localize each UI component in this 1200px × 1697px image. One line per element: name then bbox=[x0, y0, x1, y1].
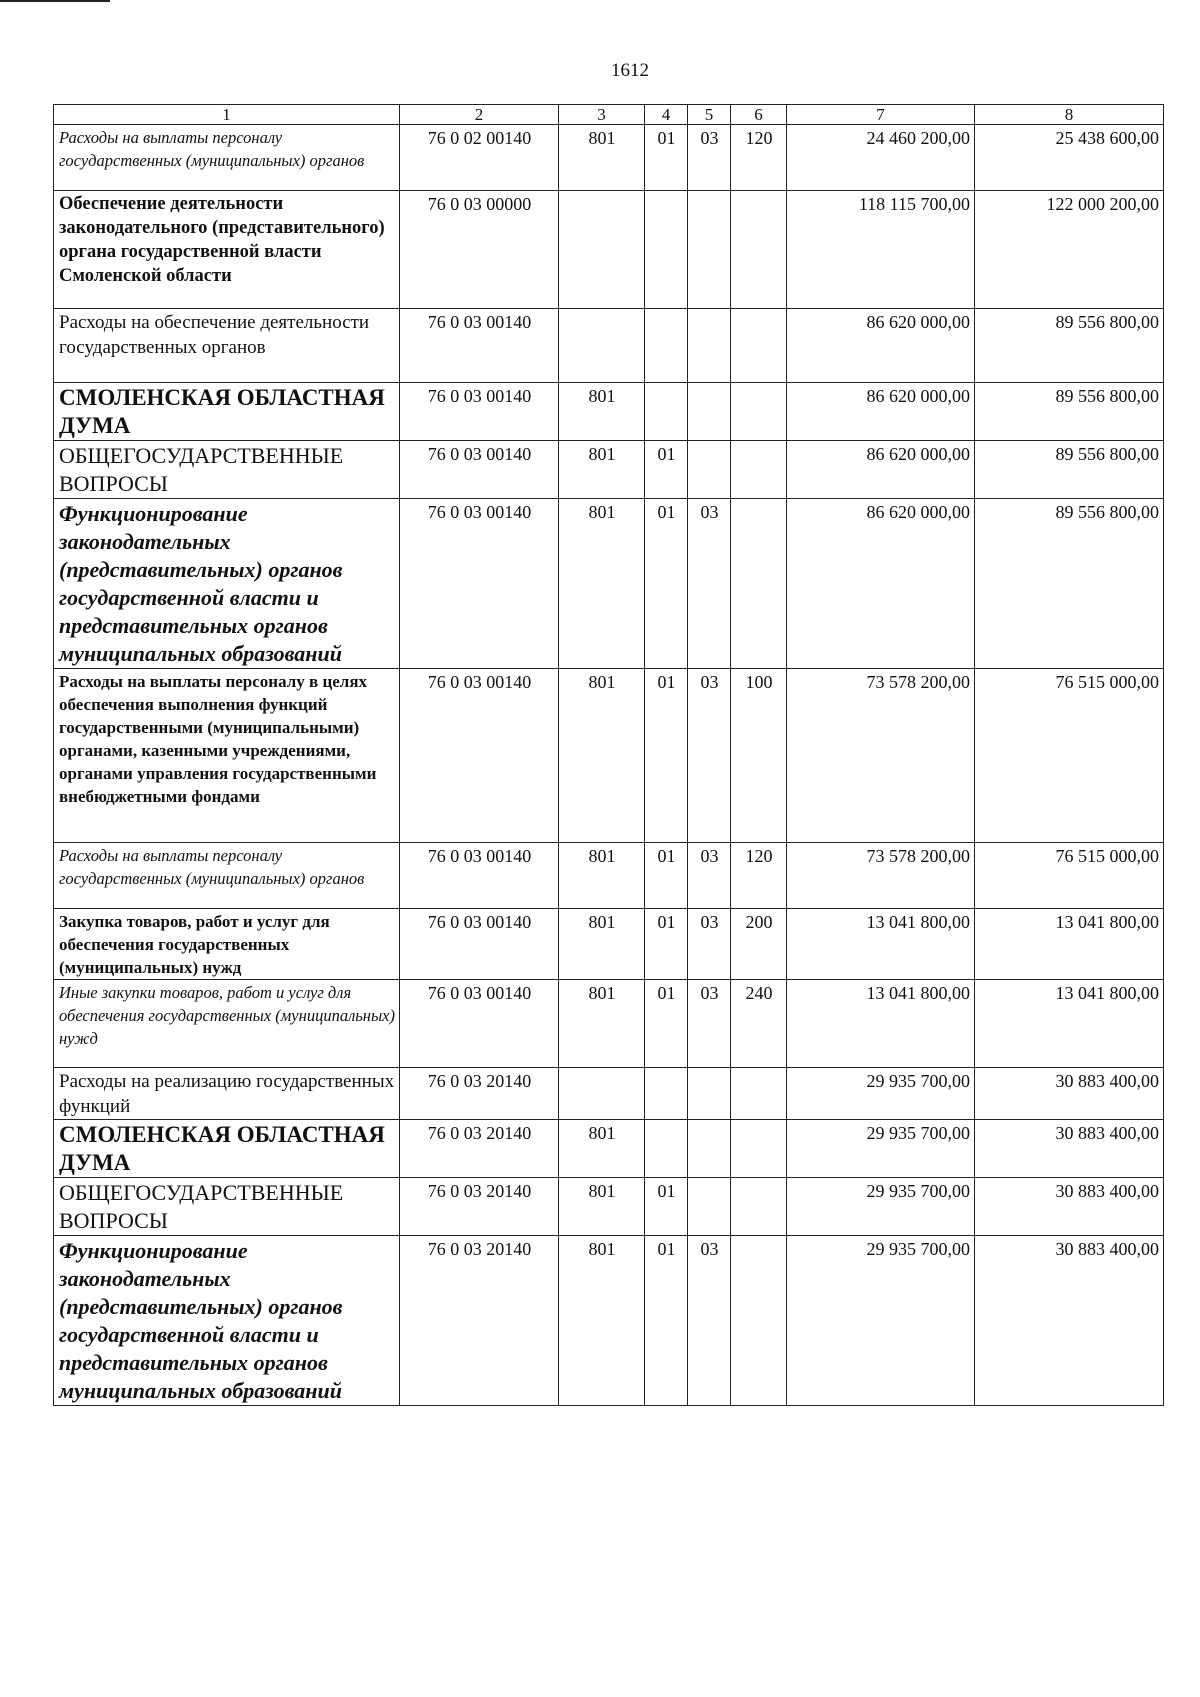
amount-year-2: 13 041 800,00 bbox=[975, 980, 1164, 1068]
column-number: 4 bbox=[645, 105, 688, 125]
row-name-cell: СМОЛЕНСКАЯ ОБЛАСТНАЯ ДУМА bbox=[54, 1120, 400, 1178]
table-row bbox=[54, 441, 1164, 499]
amount-year-2: 30 883 400,00 bbox=[975, 1068, 1164, 1120]
target-article-code: 76 0 03 00140 bbox=[400, 499, 559, 669]
row-name-cell: ОБЩЕГОСУДАРСТВЕННЫЕ ВОПРОСЫ bbox=[54, 441, 400, 499]
amount-year-1: 24 460 200,00 bbox=[787, 125, 975, 191]
expense-type-code: 240 bbox=[731, 980, 787, 1068]
department-code: 801 bbox=[559, 125, 645, 191]
target-article-code: 76 0 03 20140 bbox=[400, 1178, 559, 1236]
page-number: 1612 bbox=[611, 60, 649, 81]
department-code: 801 bbox=[559, 1236, 645, 1406]
subsection-code bbox=[688, 1068, 731, 1120]
table-row bbox=[54, 499, 1164, 669]
row-name-cell: Иные закупки товаров, работ и услуг для обеспечения государственных (муниципальных) нужд bbox=[54, 980, 400, 1068]
section-code: 01 bbox=[645, 125, 688, 191]
subsection-code bbox=[688, 1120, 731, 1178]
amount-year-1: 29 935 700,00 bbox=[787, 1178, 975, 1236]
target-article-code: 76 0 03 00140 bbox=[400, 980, 559, 1068]
row-name-cell: Расходы на выплаты персоналу в целях обеспечения выполнения функций государственными (муниципальными) органами, казенными учреждениями, органами управления государственными внебюджетными фондами bbox=[54, 669, 400, 843]
amount-year-1: 29 935 700,00 bbox=[787, 1236, 975, 1406]
expense-type-code bbox=[731, 499, 787, 669]
row-name-cell: Расходы на выплаты персоналу государственных (муниципальных) органов bbox=[54, 843, 400, 909]
department-code: 801 bbox=[559, 669, 645, 843]
department-code bbox=[559, 309, 645, 383]
section-code bbox=[645, 309, 688, 383]
amount-year-2: 89 556 800,00 bbox=[975, 441, 1164, 499]
expense-type-code bbox=[731, 309, 787, 383]
expense-type-code: 120 bbox=[731, 843, 787, 909]
table-row bbox=[54, 125, 1164, 191]
expense-type-code: 120 bbox=[731, 125, 787, 191]
amount-year-2: 13 041 800,00 bbox=[975, 909, 1164, 980]
expense-type-code bbox=[731, 383, 787, 441]
section-code: 01 bbox=[645, 843, 688, 909]
table-row bbox=[54, 1068, 1164, 1120]
amount-year-1: 86 620 000,00 bbox=[787, 441, 975, 499]
table-row bbox=[54, 191, 1164, 309]
target-article-code: 76 0 03 20140 bbox=[400, 1068, 559, 1120]
section-code: 01 bbox=[645, 1236, 688, 1406]
section-code bbox=[645, 383, 688, 441]
amount-year-2: 25 438 600,00 bbox=[975, 125, 1164, 191]
subsection-code: 03 bbox=[688, 843, 731, 909]
expense-type-code bbox=[731, 1068, 787, 1120]
table-row bbox=[54, 1178, 1164, 1236]
table-row bbox=[54, 909, 1164, 980]
section-code: 01 bbox=[645, 441, 688, 499]
column-number: 7 bbox=[787, 105, 975, 125]
subsection-code: 03 bbox=[688, 669, 731, 843]
target-article-code: 76 0 03 00140 bbox=[400, 909, 559, 980]
subsection-code: 03 bbox=[688, 1236, 731, 1406]
amount-year-2: 89 556 800,00 bbox=[975, 499, 1164, 669]
budget-table bbox=[53, 104, 1164, 1406]
row-name-cell: Закупка товаров, работ и услуг для обеспечения государственных (муниципальных) нужд bbox=[54, 909, 400, 980]
section-code bbox=[645, 1120, 688, 1178]
expense-type-code: 200 bbox=[731, 909, 787, 980]
row-name-cell: СМОЛЕНСКАЯ ОБЛАСТНАЯ ДУМА bbox=[54, 383, 400, 441]
target-article-code: 76 0 03 00140 bbox=[400, 843, 559, 909]
subsection-code bbox=[688, 191, 731, 309]
amount-year-2: 30 883 400,00 bbox=[975, 1178, 1164, 1236]
section-code bbox=[645, 191, 688, 309]
table-row bbox=[54, 309, 1164, 383]
row-name-cell: Расходы на выплаты персоналу государственных (муниципальных) органов bbox=[54, 125, 400, 191]
column-number: 8 bbox=[975, 105, 1164, 125]
amount-year-1: 118 115 700,00 bbox=[787, 191, 975, 309]
row-name-cell: Обеспечение деятельности законодательного (представительного) органа государственной власти Смоленской области bbox=[54, 191, 400, 309]
department-code: 801 bbox=[559, 383, 645, 441]
amount-year-2: 89 556 800,00 bbox=[975, 309, 1164, 383]
department-code: 801 bbox=[559, 499, 645, 669]
table-row bbox=[54, 669, 1164, 843]
department-code: 801 bbox=[559, 980, 645, 1068]
department-code: 801 bbox=[559, 843, 645, 909]
amount-year-1: 86 620 000,00 bbox=[787, 383, 975, 441]
subsection-code bbox=[688, 441, 731, 499]
subsection-code: 03 bbox=[688, 125, 731, 191]
amount-year-1: 86 620 000,00 bbox=[787, 309, 975, 383]
amount-year-1: 73 578 200,00 bbox=[787, 669, 975, 843]
expense-type-code: 100 bbox=[731, 669, 787, 843]
amount-year-1: 86 620 000,00 bbox=[787, 499, 975, 669]
column-number: 1 bbox=[54, 105, 400, 125]
section-code: 01 bbox=[645, 909, 688, 980]
row-name-cell: Расходы на обеспечение деятельности государственных органов bbox=[54, 309, 400, 383]
column-number: 3 bbox=[559, 105, 645, 125]
subsection-code: 03 bbox=[688, 909, 731, 980]
amount-year-1: 29 935 700,00 bbox=[787, 1120, 975, 1178]
target-article-code: 76 0 03 00140 bbox=[400, 441, 559, 499]
department-code bbox=[559, 1068, 645, 1120]
section-code: 01 bbox=[645, 499, 688, 669]
department-code: 801 bbox=[559, 1120, 645, 1178]
amount-year-1: 13 041 800,00 bbox=[787, 909, 975, 980]
row-name-cell: Функционирование законодательных (представительных) органов государственной власти и представительных органов муниципальных образований bbox=[54, 499, 400, 669]
column-number: 2 bbox=[400, 105, 559, 125]
amount-year-2: 89 556 800,00 bbox=[975, 383, 1164, 441]
section-code: 01 bbox=[645, 1178, 688, 1236]
target-article-code: 76 0 03 20140 bbox=[400, 1120, 559, 1178]
subsection-code bbox=[688, 383, 731, 441]
row-name-cell: Функционирование законодательных (представительных) органов государственной власти и представительных органов муниципальных образований bbox=[54, 1236, 400, 1406]
table-row bbox=[54, 980, 1164, 1068]
scan-edge-mark bbox=[0, 0, 110, 2]
amount-year-1: 29 935 700,00 bbox=[787, 1068, 975, 1120]
expense-type-code bbox=[731, 1120, 787, 1178]
amount-year-2: 30 883 400,00 bbox=[975, 1120, 1164, 1178]
amount-year-1: 73 578 200,00 bbox=[787, 843, 975, 909]
table-row bbox=[54, 843, 1164, 909]
amount-year-2: 76 515 000,00 bbox=[975, 843, 1164, 909]
table-row bbox=[54, 383, 1164, 441]
target-article-code: 76 0 03 00140 bbox=[400, 383, 559, 441]
expense-type-code bbox=[731, 441, 787, 499]
target-article-code: 76 0 03 00140 bbox=[400, 309, 559, 383]
amount-year-2: 122 000 200,00 bbox=[975, 191, 1164, 309]
expense-type-code bbox=[731, 191, 787, 309]
target-article-code: 76 0 03 20140 bbox=[400, 1236, 559, 1406]
subsection-code: 03 bbox=[688, 499, 731, 669]
table-row bbox=[54, 1236, 1164, 1406]
subsection-code bbox=[688, 1178, 731, 1236]
subsection-code: 03 bbox=[688, 980, 731, 1068]
section-code: 01 bbox=[645, 980, 688, 1068]
department-code: 801 bbox=[559, 909, 645, 980]
amount-year-2: 76 515 000,00 bbox=[975, 669, 1164, 843]
expense-type-code bbox=[731, 1178, 787, 1236]
section-code bbox=[645, 1068, 688, 1120]
section-code: 01 bbox=[645, 669, 688, 843]
department-code bbox=[559, 191, 645, 309]
department-code: 801 bbox=[559, 1178, 645, 1236]
column-number-row bbox=[54, 105, 1164, 125]
column-number: 6 bbox=[731, 105, 787, 125]
row-name-cell: ОБЩЕГОСУДАРСТВЕННЫЕ ВОПРОСЫ bbox=[54, 1178, 400, 1236]
target-article-code: 76 0 02 00140 bbox=[400, 125, 559, 191]
amount-year-2: 30 883 400,00 bbox=[975, 1236, 1164, 1406]
target-article-code: 76 0 03 00140 bbox=[400, 669, 559, 843]
expense-type-code bbox=[731, 1236, 787, 1406]
target-article-code: 76 0 03 00000 bbox=[400, 191, 559, 309]
row-name-cell: Расходы на реализацию государственных функций bbox=[54, 1068, 400, 1120]
table-row bbox=[54, 1120, 1164, 1178]
subsection-code bbox=[688, 309, 731, 383]
department-code: 801 bbox=[559, 441, 645, 499]
amount-year-1: 13 041 800,00 bbox=[787, 980, 975, 1068]
column-number: 5 bbox=[688, 105, 731, 125]
